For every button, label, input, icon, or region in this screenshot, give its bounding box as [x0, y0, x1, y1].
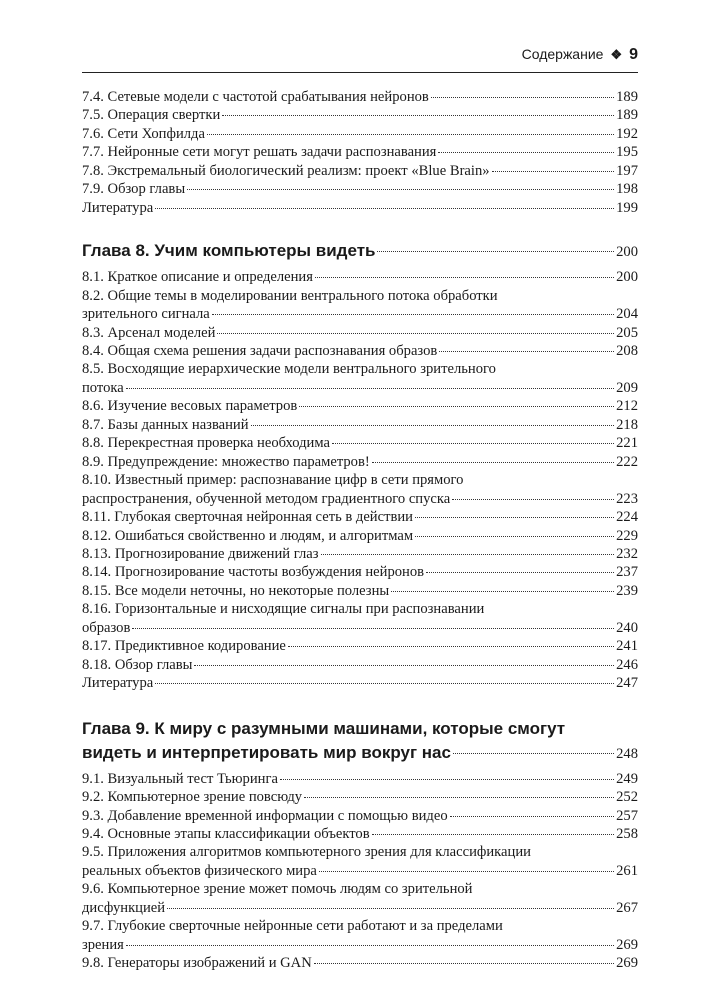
- toc-entry[interactable]: [82, 287, 638, 324]
- toc-entry[interactable]: [82, 582, 638, 600]
- dot-leader: [155, 208, 614, 209]
- chapter-8-heading[interactable]: [82, 239, 638, 264]
- entry-title: 7.5. Операция свертки: [82, 107, 221, 124]
- dot-leader: [187, 189, 614, 190]
- entry-page: 189: [616, 107, 638, 124]
- entry-title: 9.2. Компьютерное зрение повсюду: [82, 789, 303, 806]
- entry-title: Литература: [82, 199, 154, 216]
- entry-title: 8.1. Краткое описание и определения: [82, 269, 313, 286]
- dot-leader: [450, 816, 614, 817]
- toc-entry[interactable]: [82, 324, 638, 342]
- toc-entry[interactable]: [82, 180, 638, 198]
- entry-title: 8.13. Прогнозирование движений глаз: [82, 545, 319, 562]
- entry-page: 246: [616, 656, 638, 673]
- toc-entry[interactable]: [82, 674, 638, 692]
- entry-title: образов: [82, 619, 131, 636]
- entry-page: 224: [616, 509, 638, 526]
- toc-entry[interactable]: [82, 600, 638, 637]
- toc-entry[interactable]: [82, 453, 638, 471]
- dot-leader: [299, 406, 614, 407]
- entry-page: 198: [616, 181, 638, 198]
- entry-page: 200: [616, 269, 638, 286]
- entry-page: 199: [616, 199, 638, 216]
- entry-page: 237: [616, 564, 638, 581]
- dot-leader: [439, 351, 614, 352]
- dot-leader: [415, 517, 614, 518]
- dot-leader: [332, 443, 614, 444]
- entry-title: 7.9. Обзор главы: [82, 181, 186, 198]
- entry-title: 8.8. Перекрестная проверка необходима: [82, 435, 330, 452]
- entry-title: 8.10. Известный пример: распознавание цифр в сети прямого: [82, 472, 464, 489]
- chapter-title-line: видеть и интерпретировать мир вокруг нас: [82, 742, 451, 762]
- header-content: [522, 46, 638, 64]
- dot-leader: [315, 277, 614, 278]
- entry-title: 8.4. Общая схема решения задачи распознавания образов: [82, 342, 438, 359]
- entry-page: 197: [616, 162, 638, 179]
- entry-title: 9.5. Приложения алгоритмов компьютерного зрения для классификации: [82, 844, 531, 861]
- entry-title: потока: [82, 379, 124, 396]
- entry-title: 9.3. Добавление временной информации с помощью видео: [82, 807, 448, 824]
- toc-entry[interactable]: [82, 397, 638, 415]
- chapter-8-entries: [82, 268, 638, 692]
- dot-leader: [314, 963, 614, 964]
- dot-leader: [132, 628, 614, 629]
- entry-page: 232: [616, 545, 638, 562]
- entry-title: 8.15. Все модели неточны, но некоторые полезны: [82, 582, 390, 599]
- dot-leader: [251, 425, 615, 426]
- entry-title: 8.12. Ошибаться свойственно и людям, и алгоритмам: [82, 527, 414, 544]
- dot-leader: [492, 171, 615, 172]
- dot-leader: [217, 333, 614, 334]
- dot-leader: [372, 834, 614, 835]
- entry-page: 218: [616, 416, 638, 433]
- dot-leader: [126, 945, 614, 946]
- header-title: Содержание: [521, 46, 604, 62]
- entry-page: 239: [616, 582, 638, 599]
- toc-entry[interactable]: [82, 106, 638, 124]
- entry-page: 212: [616, 398, 638, 415]
- toc-entry[interactable]: [82, 527, 638, 545]
- dot-leader: [391, 591, 614, 592]
- entry-title: 8.7. Базы данных названий: [82, 416, 249, 433]
- toc-entry[interactable]: [82, 637, 638, 655]
- entry-page: 189: [616, 89, 638, 105]
- toc-entry[interactable]: [82, 416, 638, 434]
- entry-title: 9.7. Глубокие сверточные нейронные сети работают и за пределами: [82, 918, 503, 935]
- toc-entry[interactable]: [82, 342, 638, 360]
- entry-title: Литература: [82, 675, 154, 692]
- toc-entry[interactable]: [82, 360, 638, 397]
- toc-entry[interactable]: [82, 434, 638, 452]
- dot-leader: [372, 462, 614, 463]
- entry-page: 257: [616, 807, 638, 824]
- entry-page: 223: [616, 490, 638, 507]
- entry-title: 7.6. Сети Хопфилда: [82, 125, 205, 142]
- toc-entry[interactable]: [82, 880, 638, 917]
- dot-leader: [426, 572, 614, 573]
- chapter-title-line: Глава 9. К миру с разумными машинами, которые смогут: [82, 718, 566, 738]
- toc-entry[interactable]: [82, 199, 638, 217]
- entry-page: 252: [616, 789, 638, 806]
- toc-entry[interactable]: [82, 843, 638, 880]
- dot-leader: [212, 314, 614, 315]
- toc-entry[interactable]: [82, 88, 638, 106]
- dot-leader: [155, 683, 614, 684]
- toc-entry[interactable]: [82, 770, 638, 788]
- dot-leader: [452, 499, 614, 500]
- entry-title: 8.17. Предиктивное кодирование: [82, 638, 286, 655]
- entry-title: 8.16. Горизонтальные и нисходящие сигналы при распознавании: [82, 601, 485, 618]
- entry-title: 8.6. Изучение весовых параметров: [82, 398, 298, 415]
- entry-title: зрительного сигнала: [82, 306, 210, 323]
- entry-title: 9.8. Генераторы изображений и GAN: [82, 955, 312, 972]
- entry-page: 222: [616, 453, 638, 470]
- toc-entry[interactable]: [82, 825, 638, 843]
- dot-leader: [194, 665, 614, 666]
- entry-page: 221: [616, 435, 638, 452]
- entry-title: зрения: [82, 936, 124, 953]
- entry-page: 249: [616, 770, 638, 787]
- entry-title: 7.7. Нейронные сети могут решать задачи распознавания: [82, 144, 437, 161]
- dot-leader: [453, 753, 614, 754]
- entry-page: 269: [616, 955, 638, 972]
- running-header: [82, 44, 638, 73]
- toc-entry[interactable]: [82, 162, 638, 180]
- dot-leader: [321, 554, 615, 555]
- toc-entry[interactable]: [82, 545, 638, 563]
- dot-leader: [415, 536, 614, 537]
- toc-entry[interactable]: [82, 917, 638, 954]
- entry-page: 240: [616, 619, 638, 636]
- toc-entry[interactable]: [82, 788, 638, 806]
- toc-entry[interactable]: [82, 656, 638, 674]
- entry-page: 229: [616, 527, 638, 544]
- dot-leader: [319, 871, 614, 872]
- entry-page: 208: [616, 342, 638, 359]
- dot-leader: [431, 97, 614, 98]
- entry-title: реальных объектов физического мира: [82, 862, 317, 879]
- dot-leader: [222, 115, 614, 116]
- chapter-9-entries: [82, 770, 638, 973]
- entry-page: 204: [616, 306, 638, 323]
- chapter-page: 200: [616, 244, 638, 261]
- entry-page: 195: [616, 144, 638, 161]
- chapter-title: Глава 8. Учим компьютеры видеть: [82, 241, 376, 261]
- entry-page: 205: [616, 324, 638, 341]
- entry-page: 241: [616, 638, 638, 655]
- entry-page: 258: [616, 825, 638, 842]
- dot-leader: [126, 388, 614, 389]
- toc-entry[interactable]: [82, 563, 638, 581]
- dot-leader: [280, 779, 614, 780]
- toc-entry[interactable]: [82, 471, 638, 508]
- ornament-icon: ❖: [610, 47, 623, 62]
- prev-chapter-entries: [82, 88, 638, 217]
- toc-entry[interactable]: [82, 143, 638, 161]
- entry-title: 8.2. Общие темы в моделировании вентрального потока обработки: [82, 287, 498, 304]
- dot-leader: [207, 134, 614, 135]
- entry-page: 269: [616, 936, 638, 953]
- entry-title: дисфункцией: [82, 899, 166, 916]
- chapter-page: 248: [616, 745, 638, 762]
- entry-page: 192: [616, 125, 638, 142]
- entry-title: 8.3. Арсенал моделей: [82, 324, 216, 341]
- dot-leader: [167, 908, 614, 909]
- chapter-9-heading[interactable]: [82, 717, 638, 766]
- page-number: 9: [629, 46, 638, 63]
- entry-title: 8.18. Обзор главы: [82, 656, 193, 673]
- entry-title: 9.1. Визуальный тест Тьюринга: [82, 770, 278, 787]
- toc-entry[interactable]: [82, 954, 638, 972]
- entry-title: 8.9. Предупреждение: множество параметров!: [82, 453, 370, 470]
- toc-entry[interactable]: [82, 268, 638, 286]
- entry-title: 8.11. Глубокая сверточная нейронная сеть в действии: [82, 509, 413, 526]
- dot-leader: [288, 646, 614, 647]
- dot-leader: [377, 251, 614, 252]
- entry-page: 261: [616, 862, 638, 879]
- entry-title: распространения, обученной методом градиентного спуска: [82, 490, 451, 507]
- toc-entry[interactable]: [82, 125, 638, 143]
- entry-page: 247: [616, 675, 638, 692]
- entry-page: 209: [616, 379, 638, 396]
- toc-entry[interactable]: [82, 807, 638, 825]
- dot-leader: [304, 797, 614, 798]
- entry-title: 8.14. Прогнозирование частоты возбуждения нейронов: [82, 564, 425, 581]
- dot-leader: [438, 152, 614, 153]
- entry-title: 7.4. Сетевые модели с частотой срабатывания нейронов: [82, 89, 429, 105]
- entry-title: 7.8. Экстремальный биологический реализм: проект «Blue Brain»: [82, 162, 490, 179]
- entry-title: 9.4. Основные этапы классификации объектов: [82, 825, 370, 842]
- entry-title: 9.6. Компьютерное зрение может помочь людям со зрительной: [82, 881, 473, 898]
- entry-page: 267: [616, 899, 638, 916]
- table-of-contents: [82, 88, 638, 973]
- entry-title: 8.5. Восходящие иерархические модели вентрального зрительного: [82, 361, 496, 378]
- toc-entry[interactable]: [82, 508, 638, 526]
